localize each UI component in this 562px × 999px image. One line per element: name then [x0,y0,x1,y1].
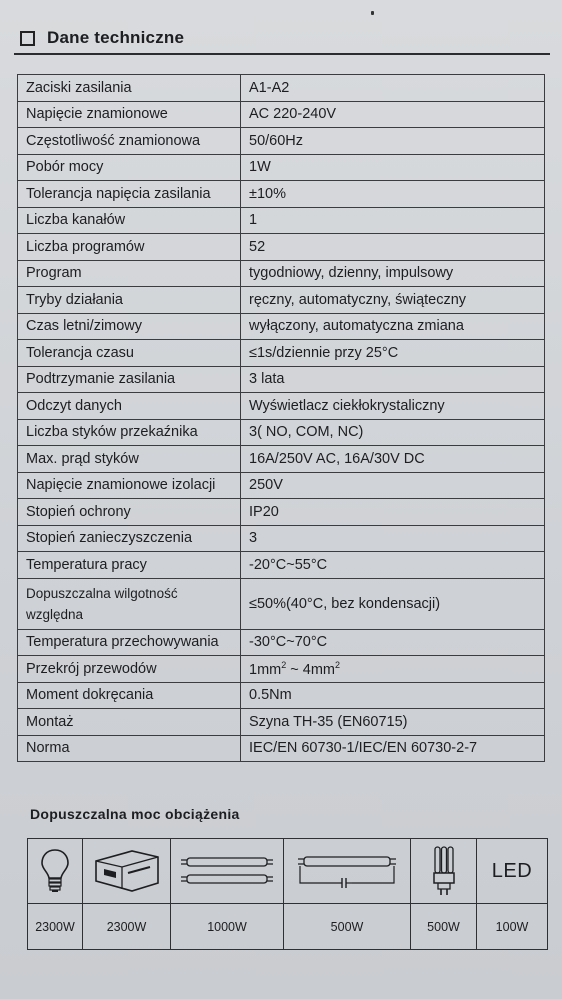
table-row [18,207,545,234]
heading-underline [14,53,550,55]
load-watts: 500W [284,904,411,950]
technical-data-table [17,74,545,762]
load-section-title: Dopuszczalna moc obciążenia [30,806,240,822]
spec-label: Częstotliwość znamionowa [18,128,241,155]
load-cell [171,839,284,904]
spec-label: Montaż [18,709,241,736]
incandescent-bulb-icon [40,848,70,894]
superscript: 2 [335,659,341,670]
table-row [18,656,545,683]
spec-value: Szyna TH-35 (EN60715) [241,709,545,736]
load-watts: 2300W [83,904,171,950]
spec-value: ±10% [241,181,545,208]
spec-label: Podtrzymanie zasilania [18,366,241,393]
spec-value: AC 220-240V [241,101,545,128]
table-row [18,393,545,420]
print-speck [371,11,374,15]
spec-label: Max. prąd styków [18,446,241,473]
spec-label: Tolerancja czasu [18,340,241,367]
spec-value: 1W [241,154,545,181]
value-part: 1mm [249,661,282,678]
spec-label: Stopień ochrony [18,499,241,526]
compact-fluorescent-icon [429,845,459,897]
spec-value: Wyświetlacz ciekłokrystaliczny [241,393,545,420]
load-cell [411,839,477,904]
spec-value: 3 [241,525,545,552]
led-icon: LED [491,859,533,882]
spec-value: -20°C~55°C [241,552,545,579]
table-row [18,154,545,181]
spec-value [241,656,545,683]
table-row [18,472,545,499]
table-row [18,499,545,526]
spec-label: Tolerancja napięcia zasilania [18,181,241,208]
spec-value: wyłączony, automatyczna zmiana [241,313,545,340]
table-row [18,101,545,128]
spec-value: IP20 [241,499,545,526]
spec-label: Dopuszczalna wilgotność względna [18,578,241,629]
table-row [18,366,545,393]
spec-value: tygodniowy, dzienny, impulsowy [241,260,545,287]
load-cell [28,839,83,904]
spec-label: Odczyt danych [18,393,241,420]
spec-value: -30°C~70°C [241,629,545,656]
superscript: 2 [281,659,287,670]
spec-label: Program [18,260,241,287]
load-watts-row [28,904,548,950]
section-heading [20,28,184,48]
spec-label: Napięcie znamionowe izolacji [18,472,241,499]
table-row [18,234,545,261]
table-row [18,629,545,656]
spec-value: 50/60Hz [241,128,545,155]
table-row [18,340,545,367]
table-row [18,313,545,340]
load-table [27,838,548,950]
spec-value: 250V [241,472,545,499]
table-row [18,735,545,762]
table-row [18,578,545,629]
spec-label: Liczba programów [18,234,241,261]
spec-value: 3 lata [241,366,545,393]
spec-value: 1 [241,207,545,234]
load-watts: 100W [477,904,548,950]
table-row [18,287,545,314]
table-row [18,75,545,102]
spec-value: ręczny, automatyczny, świąteczny [241,287,545,314]
spec-label: Przekrój przewodów [18,656,241,683]
spec-label: Stopień zanieczyszczenia [18,525,241,552]
spec-value: ≤50%(40°C, bez kondensacji) [241,578,545,629]
spec-label: Napięcie znamionowe [18,101,241,128]
spec-label: Temperatura pracy [18,552,241,579]
fluorescent-tube-single-icon [294,851,400,891]
spec-value: ≤1s/dziennie przy 25°C [241,340,545,367]
spec-label: Liczba styków przekaźnika [18,419,241,446]
load-cell [83,839,171,904]
load-cell [477,839,548,904]
table-row [18,552,545,579]
spec-value: IEC/EN 60730-1/IEC/EN 60730-2-7 [241,735,545,762]
halogen-lamp-icon [92,847,162,895]
table-row [18,260,545,287]
spec-value: 52 [241,234,545,261]
load-watts: 500W [411,904,477,950]
spec-value: A1-A2 [241,75,545,102]
table-row [18,181,545,208]
spec-label: Temperatura przechowywania [18,629,241,656]
table-row [18,709,545,736]
spec-label: Zaciski zasilania [18,75,241,102]
table-row [18,446,545,473]
fluorescent-tubes-icon [179,851,275,891]
table-row [18,525,545,552]
checkbox-square-icon [20,31,35,46]
spec-label: Czas letni/zimowy [18,313,241,340]
load-cell [284,839,411,904]
spec-value: 0.5Nm [241,682,545,709]
load-watts: 1000W [171,904,284,950]
table-row [18,128,545,155]
section-title: Dane techniczne [47,28,185,47]
spec-label: Moment dokręcania [18,682,241,709]
value-part: ~ 4mm [286,661,335,678]
spec-label: Tryby działania [18,287,241,314]
table-row [18,419,545,446]
load-icons-row [28,839,548,904]
spec-label: Norma [18,735,241,762]
spec-value: 16A/250V AC, 16A/30V DC [241,446,545,473]
load-watts: 2300W [28,904,83,950]
table-row [18,682,545,709]
spec-label: Pobór mocy [18,154,241,181]
spec-value: 3( NO, COM, NC) [241,419,545,446]
spec-label: Liczba kanałów [18,207,241,234]
